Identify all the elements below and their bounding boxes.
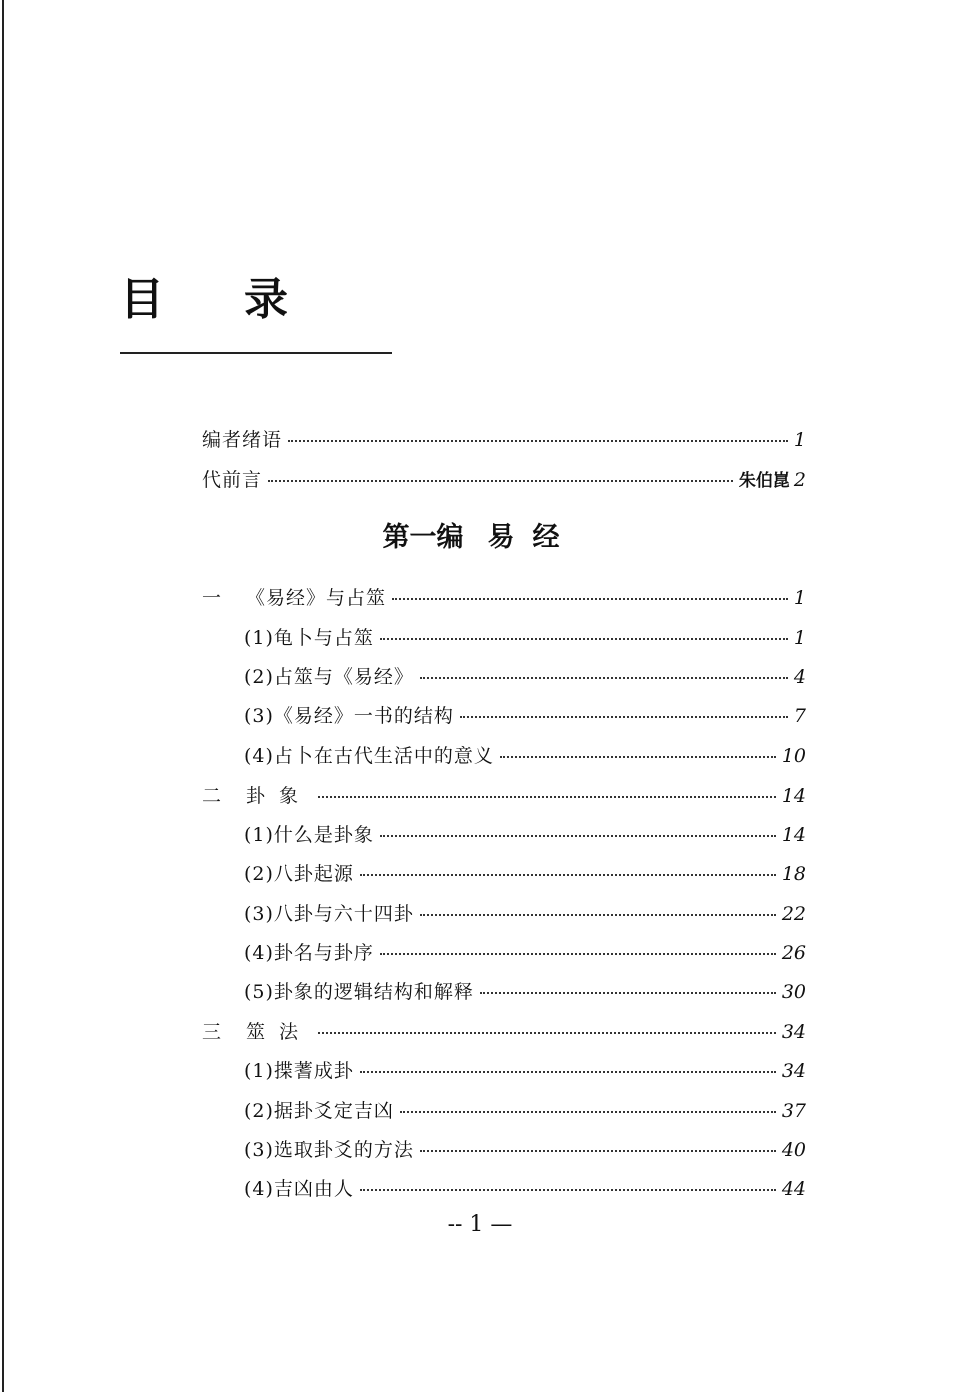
- page-binding-edge: [2, 0, 4, 1392]
- toc-subsection-label: (3)八卦与六十四卦: [244, 903, 414, 925]
- toc-section-2[interactable]: [202, 782, 806, 810]
- toc-section-label: 《易经》与占筮: [246, 587, 387, 609]
- toc-subsection-page: 14: [781, 824, 806, 846]
- toc-section-number: 三: [202, 1021, 222, 1043]
- toc-section-3[interactable]: [202, 1018, 806, 1046]
- toc-subsection-page: 22: [781, 903, 806, 925]
- toc-section-page: 14: [781, 785, 806, 807]
- toc-subsection[interactable]: [244, 939, 806, 967]
- toc-subsection-page: 1: [793, 627, 806, 649]
- toc-section-page: 1: [793, 587, 806, 609]
- page-title-char-2: 录: [244, 274, 288, 325]
- toc-subsection-page: 37: [781, 1100, 806, 1122]
- toc-subsection-label: (3)《易经》一书的结构: [244, 705, 454, 727]
- toc-subsection-label: (3)选取卦爻的方法: [244, 1139, 414, 1161]
- toc-subsection-label: (4)卦名与卦序: [244, 942, 374, 964]
- toc-subsection[interactable]: [244, 900, 806, 928]
- leader-dots: [318, 1032, 776, 1034]
- leader-dots: [360, 874, 776, 876]
- toc-subsection-label: (1)揲蓍成卦: [244, 1060, 354, 1082]
- leader-dots: [380, 835, 776, 837]
- leader-dots: [380, 953, 776, 955]
- toc-section-number: 一: [202, 587, 222, 609]
- toc-section-label: 筮法: [246, 1021, 313, 1043]
- toc-subsection-label: (2)占筮与《易经》: [244, 666, 414, 688]
- toc-subsection[interactable]: [244, 742, 806, 770]
- toc-subsection-label: (4)占卜在古代生活中的意义: [244, 745, 494, 767]
- toc-subsection-page: 26: [781, 942, 806, 964]
- leader-dots: [288, 440, 788, 442]
- toc-subsection[interactable]: [244, 860, 806, 888]
- leader-dots: [360, 1071, 776, 1073]
- toc-subsection-label: (2)八卦起源: [244, 863, 354, 885]
- leader-dots: [360, 1189, 776, 1191]
- leader-dots: [420, 1150, 776, 1152]
- leader-dots: [420, 677, 788, 679]
- leader-dots: [318, 796, 776, 798]
- toc-entry-foreword[interactable]: [202, 466, 806, 495]
- toc-subsection[interactable]: [244, 663, 806, 691]
- leader-dots: [380, 638, 788, 640]
- toc-subsection-label: (2)据卦爻定吉凶: [244, 1100, 394, 1122]
- toc-subsection-page: 4: [793, 666, 806, 688]
- toc-section-label: 卦象: [246, 785, 313, 807]
- toc-subsection[interactable]: [244, 702, 806, 730]
- part-heading-prefix: 第一编: [382, 522, 464, 553]
- leader-dots: [480, 992, 776, 994]
- leader-dots: [268, 480, 733, 482]
- toc-subsection-label: (5)卦象的逻辑结构和解释: [244, 981, 474, 1003]
- toc-entry-preface[interactable]: [202, 426, 806, 454]
- toc-subsection-page: 7: [793, 705, 806, 727]
- part-heading-name: 易经: [487, 522, 578, 553]
- leader-dots: [460, 716, 788, 718]
- page-title: [120, 270, 288, 330]
- toc-entry-page: 2: [793, 469, 806, 491]
- toc-subsection-label: (1)什么是卦象: [244, 824, 374, 846]
- page-title-char-1: 目: [120, 274, 164, 325]
- toc-subsection-page: 10: [781, 745, 806, 767]
- toc-subsection[interactable]: [244, 624, 806, 652]
- title-underline: [120, 352, 392, 354]
- toc-subsection[interactable]: [244, 1057, 806, 1085]
- toc-section-page: 34: [781, 1021, 806, 1043]
- leader-dots: [392, 598, 788, 600]
- toc-entry-label: 代前言: [202, 469, 263, 491]
- page-number: -- 1 —: [447, 1212, 513, 1237]
- toc-subsection-label: (1)龟卜与占筮: [244, 627, 374, 649]
- toc-entry-label: 编者绪语: [202, 429, 283, 451]
- toc-subsection[interactable]: [244, 1097, 806, 1125]
- part-heading: [0, 518, 960, 558]
- toc-subsection-page: 30: [781, 981, 806, 1003]
- toc-subsection-page: 18: [781, 863, 806, 885]
- toc-entry-page: 1: [793, 429, 806, 451]
- leader-dots: [500, 756, 776, 758]
- toc-entry-author: 朱伯崑: [738, 471, 790, 491]
- leader-dots: [400, 1111, 776, 1113]
- toc-subsection-label: (4)吉凶由人: [244, 1178, 354, 1200]
- toc-subsection[interactable]: [244, 1175, 806, 1203]
- toc-subsection-page: 44: [781, 1178, 806, 1200]
- toc-subsection-page: 40: [781, 1139, 806, 1161]
- toc-section-number: 二: [202, 785, 222, 807]
- toc-subsection[interactable]: [244, 1136, 806, 1164]
- toc-section-1[interactable]: [202, 584, 806, 612]
- leader-dots: [420, 914, 776, 916]
- toc-subsection[interactable]: [244, 978, 806, 1006]
- toc-subsection[interactable]: [244, 821, 806, 849]
- toc-subsection-page: 34: [781, 1060, 806, 1082]
